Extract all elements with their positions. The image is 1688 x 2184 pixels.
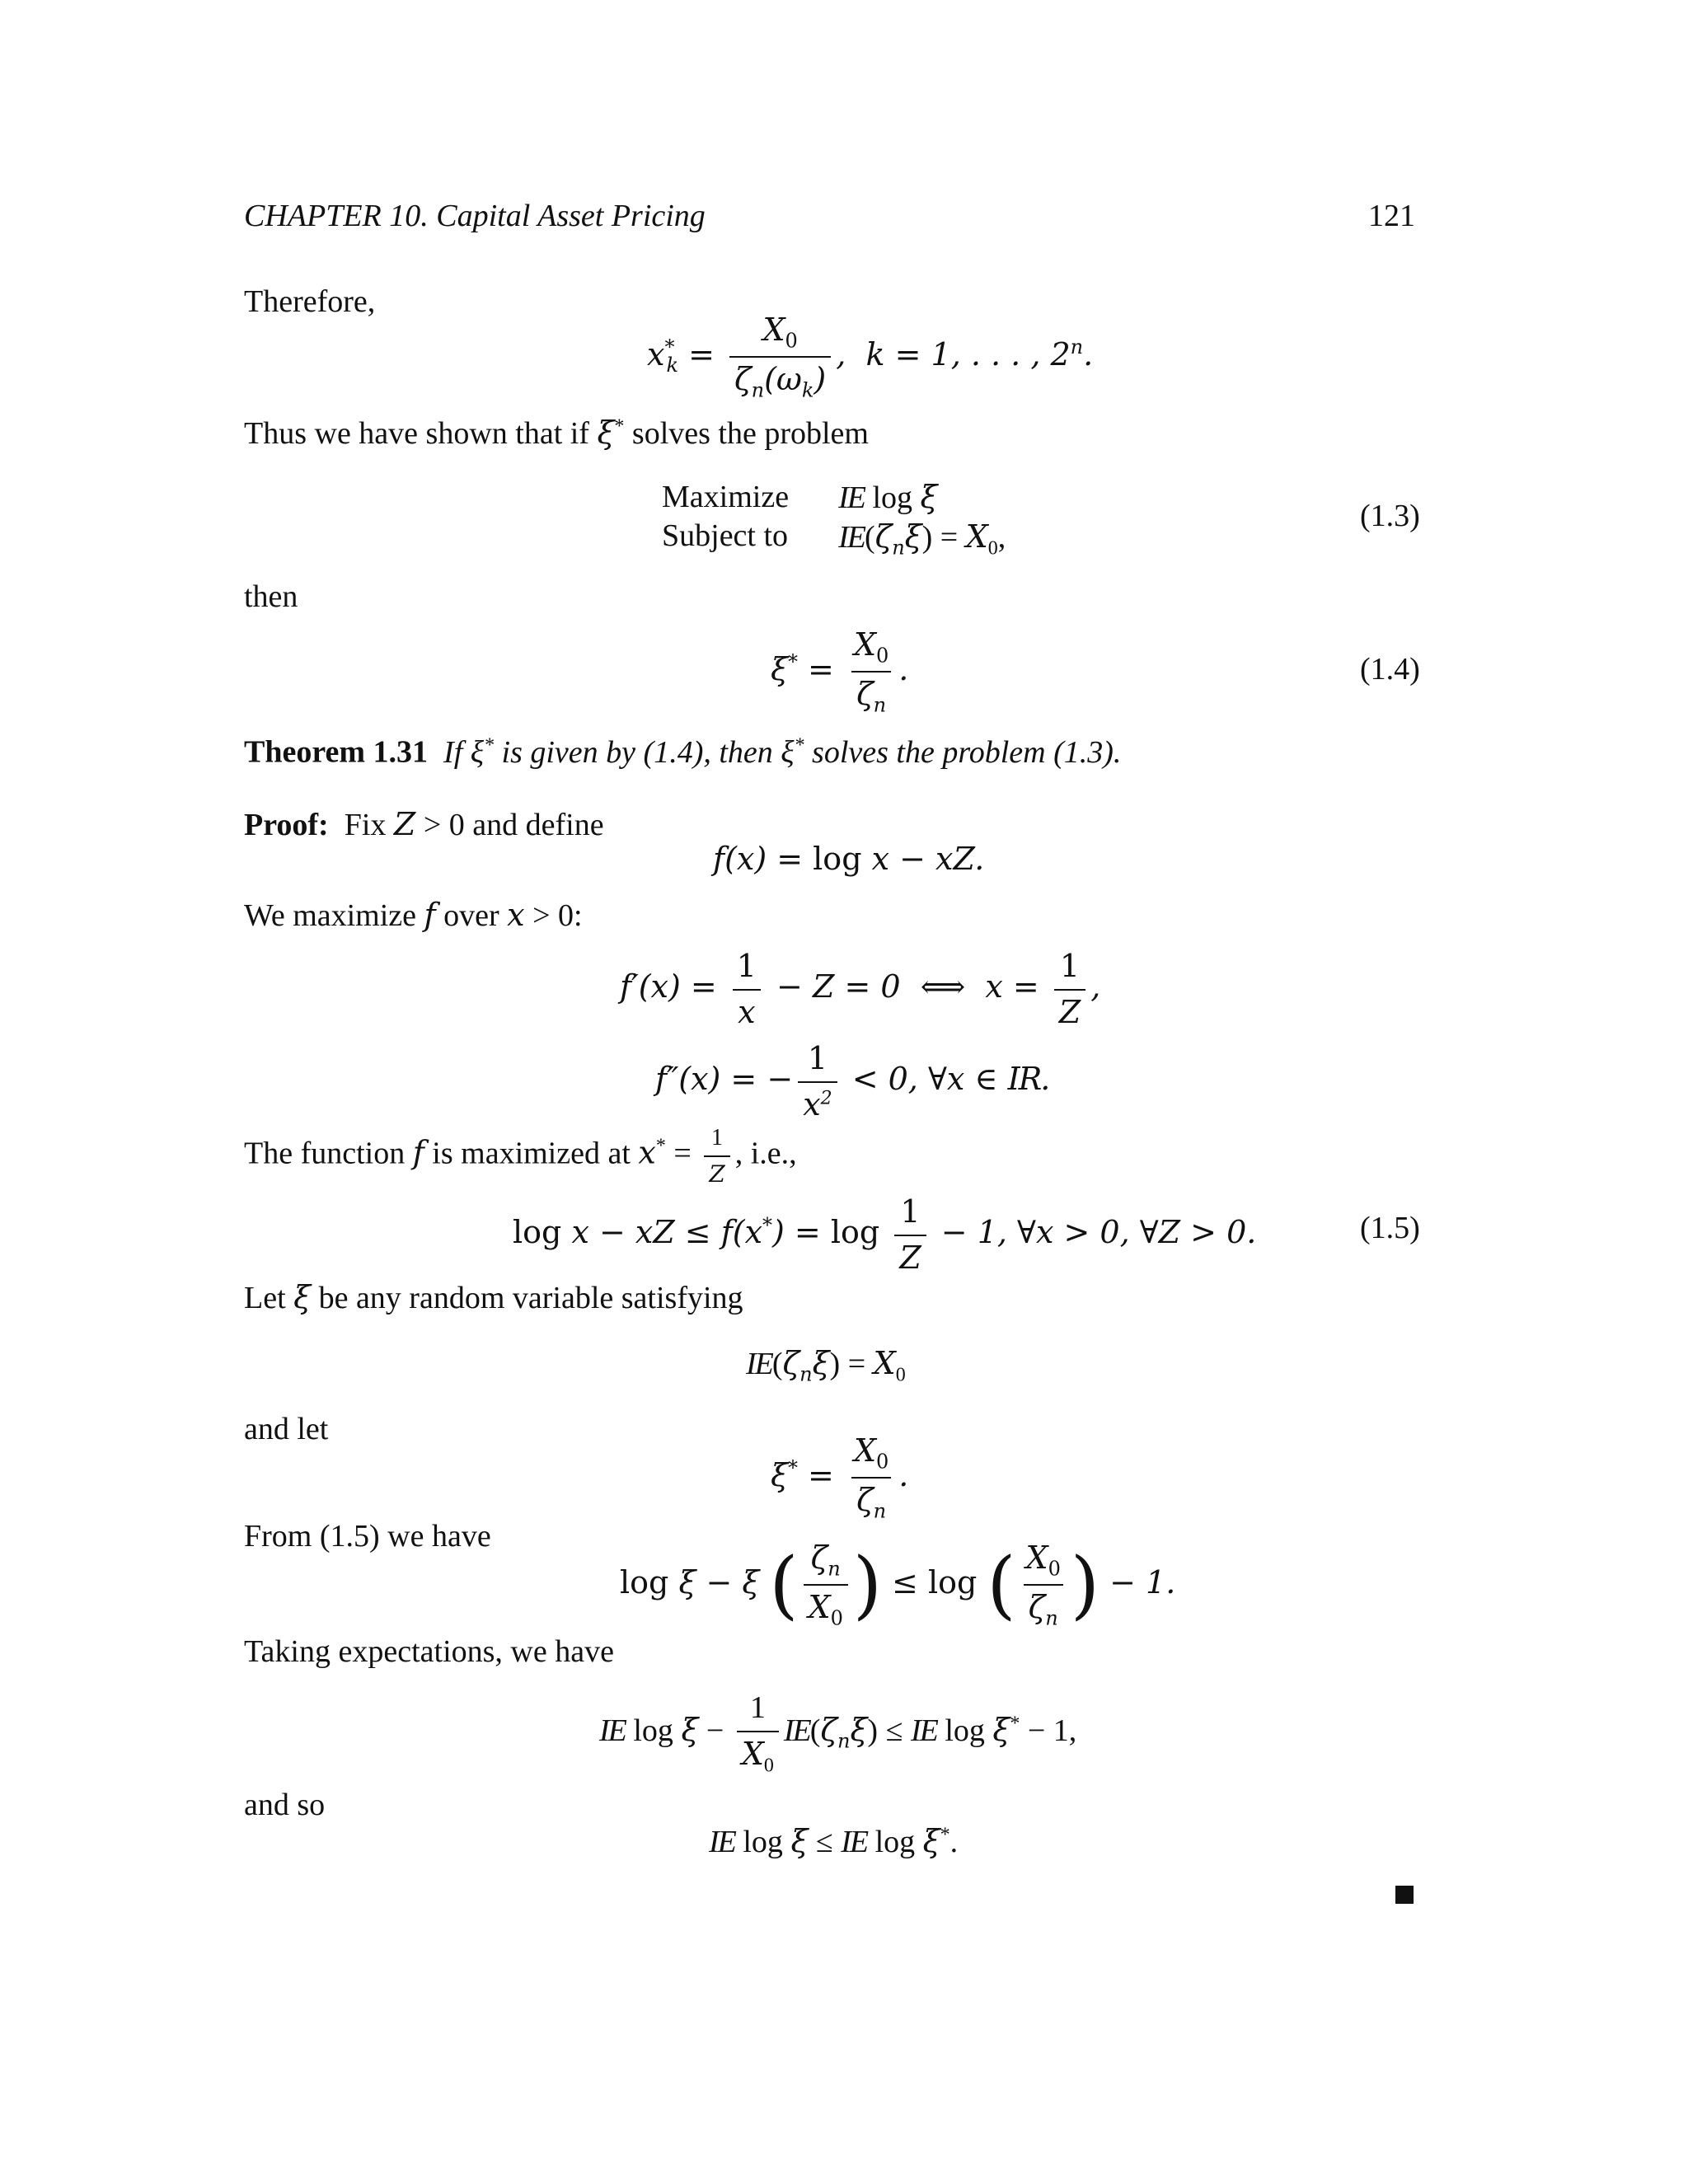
proof-intro: Proof: Fix Z > 0 and define [244, 806, 604, 842]
equation-f: f(x) = log x − xZ. [713, 841, 985, 877]
theorem-label: Theorem 1.31 [244, 734, 429, 770]
theorem-1-31: Theorem 1.31 If ξ* is given by (1.4), then ξ* solves the problem (1.3). [244, 734, 1122, 770]
equation-log-inequality: log ξ − ξ ( $\frac{\zeta_n}{X_0}$ ) ≤ log ( $\frac{X_0}{\zeta_n}$ ) − 1. [620, 1540, 1176, 1630]
text-and-so: and so [244, 1788, 326, 1822]
equation-1-3: Maximize Subject to IE log ξ $IE(\zeta_n\xi) = X_0$, [662, 479, 1006, 560]
equation-expectation: IE log ξ − $\frac{1}{X_0}$ $IE(\zeta_n\xi)$ ≤ IE log ξ* − 1, [599, 1690, 1077, 1777]
equation-xk: $x^*_k$ = $\frac{X_0}{\zeta_n(\omega_k)}$ , k = 1, . . . , 2$^n$. [647, 312, 1094, 402]
qed-square-icon [1395, 1886, 1414, 1904]
text-taking-expectations: Taking expectations, we have [244, 1634, 614, 1669]
text-thus-shown: Thus we have shown that if ξ* solves the problem [244, 415, 869, 451]
text-then: then [244, 579, 298, 614]
page-number: 121 [1368, 199, 1415, 233]
text-and-let: and let [244, 1412, 329, 1446]
equation-final: IE log ξ ≤ IE log ξ*. [709, 1823, 959, 1859]
text-therefore: Therefore, [244, 284, 376, 319]
equation-label-1-3: (1.3) [1360, 499, 1420, 533]
equation-fprime: f′(x) = $\frac{1}{x}$ − Z = 0 ⟺ x = $\frac{1}{Z}$ , [620, 948, 1101, 1030]
equation-label-1-4: (1.4) [1360, 652, 1420, 687]
equation-xistar: ξ* = $\frac{X_0}{\zeta_n}$ . [771, 1432, 909, 1523]
text-maximized-at: The function f is maximized at x* = $\frac{1}{Z}$ , i.e., [244, 1125, 797, 1188]
equation-fsecond: f″(x) = − $\frac{1}{x^2}$ < 0, ∀x ∈ IR. [655, 1040, 1051, 1122]
proof-label: Proof: [244, 808, 329, 842]
running-header: CHAPTER 10. Capital Asset Pricing [244, 199, 706, 233]
equation-1-5: log x − xZ ≤ f(x*) = log $\frac{1}{Z}$ − 1, ∀x > 0, ∀Z > 0. [513, 1193, 1257, 1276]
equation-label-1-5: (1.5) [1360, 1211, 1420, 1245]
text-from-15: From (1.5) we have [244, 1519, 491, 1554]
equation-1-4: ξ* = $\frac{X_0}{\zeta_n}$ . [771, 626, 909, 717]
text-maximize: We maximize f over x > 0: [244, 897, 583, 933]
text-let-xi: Let ξ be any random variable satisfying [244, 1279, 743, 1315]
equation-constraint: $IE(\zeta_n\xi) = X_0$ [746, 1345, 906, 1386]
